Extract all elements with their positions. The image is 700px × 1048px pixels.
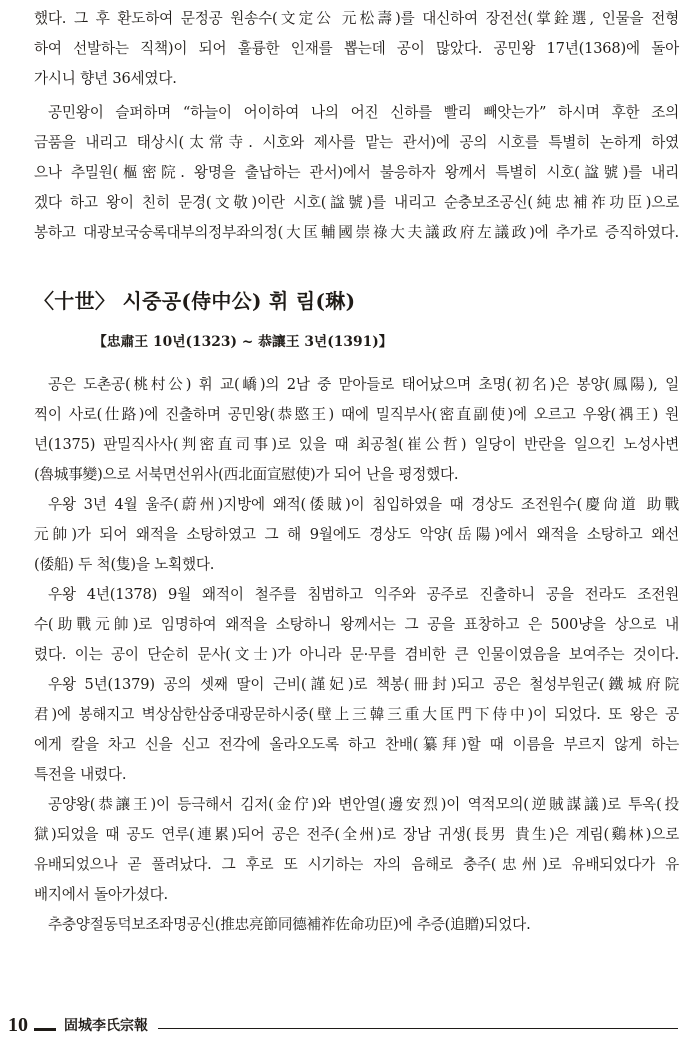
text-line: 에게 칼을 차고 신을 신고 전각에 올라오도록 하고 찬배(纂拜)할 때 이름을 부르지 않게 하는	[34, 736, 679, 753]
text-line: 하여 선발하는 직책)이 되어 훌륭한 인재를 뽑는데 공이 많았다. 공민왕 17년(1368)에 돌아	[34, 40, 679, 57]
text-line: 공양왕(恭讓王)이 등극해서 김저(金佇)와 변안열(邊安烈)이 역적모의(逆賊謀議)로 투옥(投	[48, 796, 679, 813]
text-line: 봉하고 대광보국숭록대부의정부좌의정(大匡輔國崇祿大夫議政府左議政)에 추가로 증직하였다.	[34, 224, 679, 241]
text-line: 배지에서 돌아가셨다.	[34, 886, 168, 903]
top-paragraphs	[34, 4, 679, 248]
footer-dash	[34, 1028, 56, 1031]
text-line: 했다. 그 후 환도하여 문정공 원송수(文定公 元松壽)를 대신하여 장전선(掌銓選, 인물을 전형	[34, 10, 679, 27]
text-line: 우왕 4년(1378) 9월 왜적이 철주를 침범하고 익주와 공주로 진출하니 공을 전라도 조전원	[48, 586, 679, 603]
text-line: 추충양절동덕보조좌명공신(推忠亮節同德補祚佐命功臣)에 추증(追贈)되었다.	[48, 916, 531, 933]
text-line: (魯城事變)으로 서북면선위사(西北面宣慰使)가 되어 난을 평정했다.	[34, 466, 459, 483]
text-line: 유배되었으나 곧 풀려났다. 그 후로 또 시기하는 자의 음해로 충주(忠州)로 유배되었다가 유	[34, 856, 679, 873]
section-dates: 【忠肅王 10년(1323) ~ 恭讓王 3년(1391)】	[93, 334, 393, 350]
text-line: 수(助戰元帥)로 임명하여 왜적을 소탕하니 왕께서는 그 공을 표창하고 은 500냥을 상으로 내	[34, 616, 679, 633]
text-line: 獄)되었을 때 공도 연루(連累)되어 공은 전주(全州)로 장남 귀생(長男 貴生)은 계림(鷄林)으로	[34, 826, 679, 843]
page-number: 10	[8, 1013, 28, 1036]
text-line: 우왕 3년 4월 울주(蔚州)지방에 왜적(倭賊)이 침입하였을 때 경상도 조전원수(慶尙道 助戰	[48, 496, 679, 513]
text-line: 우왕 5년(1379) 공의 셋째 딸이 근비(謹妃)로 책봉(冊封)되고 공은 철성부원군(鐵城府院	[48, 676, 679, 693]
page-footer	[8, 1010, 678, 1040]
text-line: 元帥)가 되어 왜적을 소탕하였고 그 해 9월에도 경상도 악양(岳陽)에서 왜적을 소탕하고 왜선	[34, 526, 679, 543]
body-paragraphs	[34, 370, 679, 940]
text-line: 겠다 하고 왕이 친히 문경(文敬)이란 시호(諡號)를 내리고 순충보조공신(純忠補祚功臣)으로	[34, 194, 679, 211]
text-line: 찍이 사로(仕路)에 진출하며 공민왕(恭愍王) 때에 밀직부사(密直副使)에 오르고 우왕(禑王) 원	[34, 406, 679, 423]
text-line: 君)에 봉해지고 벽상삼한삼중대광문하시중(壁上三韓三重大匡門下侍中)이 되었다. 또 왕은 공	[34, 706, 679, 723]
text-line: 특전을 내렸다.	[34, 766, 127, 783]
text-line: 공은 도촌공(桃村公) 휘 교(嶠)의 2남 중 맏아들로 태어났으며 초명(初名)은 봉양(鳳陽), 일	[48, 376, 679, 393]
footer-rule	[158, 1028, 678, 1029]
text-line: 가시니 향년 36세였다.	[34, 70, 177, 87]
text-line: 년(1375) 판밀직사사(判密直司事)로 있을 때 최공철(崔公哲) 일당이 반란을 일으킨 노성사변	[34, 436, 679, 453]
text-line: 금품을 내리고 태상시(太常寺. 시호와 제사를 맡는 관서)에 공의 시호를 특별히 논하게 하였	[34, 134, 679, 151]
text-line: (倭船) 두 척(隻)을 노획했다.	[34, 556, 215, 573]
section-heading: 〈十世〉 시중공(侍中公) 휘 림(琳)	[34, 289, 356, 313]
publication-title: 固城李氏宗報	[64, 1018, 148, 1034]
text-line: 렸다. 이는 공이 단순히 문사(文士)가 아니라 문·무를 겸비한 큰 인물이였음을 보여주는 것이다.	[34, 646, 679, 663]
text-line: 으나 추밀원(樞密院. 왕명을 출납하는 관서)에서 불응하자 왕께서 특별히 시호(諡號)를 내리	[34, 164, 679, 181]
text-line: 공민왕이 슬퍼하며 “하늘이 어이하여 나의 어진 신하를 빨리 빼앗는가” 하시며 후한 조의	[48, 104, 679, 121]
